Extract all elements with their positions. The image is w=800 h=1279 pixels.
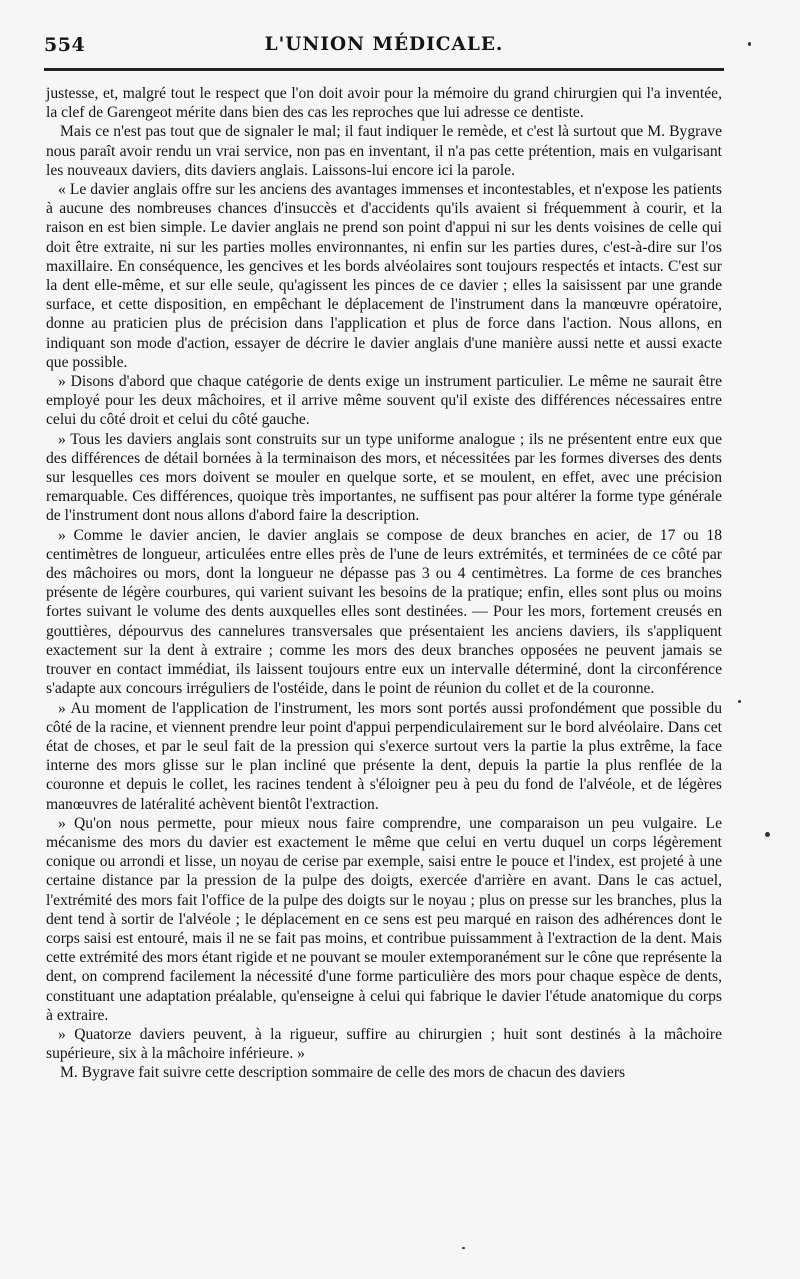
page-header <box>44 34 724 60</box>
paragraph: M. Bygrave fait suivre cette description sommaire de celle des mors de chacun des daviers <box>60 1064 626 1082</box>
quoted-paragraph: » Tous les daviers anglais sont construits sur un type uniforme analogue ; ils ne présentent entre eux que des différences de détail bornées à la terminaison des mors, et nécessitées par les formes diverses des dents sur lesquelles ces mors doivent se mouler en quelque sorte, et se moulent, en effet, avec une précision remarquable. Ces différences, quoique très importantes, ne suffisent pas pour altérer la forme type générale de l'instrument dont nous allons d'abord faire la description. <box>46 430 722 525</box>
print-speck <box>765 832 770 837</box>
header-rule <box>44 68 724 71</box>
quoted-paragraph: » Comme le davier ancien, le davier anglais se compose de deux branches en acier, de 17 ou 18 centimètres de longueur, articulées entre elles près de l'une de leurs extrémités, et terminées de ce côté par des mâchoires ou mors, dont la longueur ne dépasse pas 3 ou 4 centimètres. La forme de ces branches présente de légère courbures, qui varient suivant les besoins de la pratique; enfin, elles sont plus ou moins fortes suivant le volume des dents auxquelles elles sont destinées. — Pour les mors, fortement creusés en gouttières, dépourvus des cannelures transversales que présentaient les anciens daviers, ils s'appliquent exactement sur la dent à extraire ; comme les mors des deux branches opposées ne peuvent jamais se trouver en contact immédiat, ils laissent toujours entre eux un intervalle déterminé, dont la circonférence s'adapte aux concours irréguliers de l'ostéide, dans le point de réunion du collet et de la couronne. <box>46 526 722 698</box>
quoted-paragraph: » Quatorze daviers peuvent, à la rigueur, suffire au chirurgien ; huit sont destinés à la mâchoire supérieure, six à la mâchoire inférieure. » <box>46 1025 722 1063</box>
quoted-paragraph: « Le davier anglais offre sur les anciens des avantages immenses et incontestables, et n'expose les patients à aucune des nombreuses chances d'insuccès et d'accidents qu'ils avaient si fréquemment à courir, et la raison en est bien simple. Le davier anglais ne prend son point d'appui ni sur les dents voisines de celle qui doit être extraite, ni sur les parties molles environnantes, ni enfin sur les parties dures, c'est-à-dire sur l'os maxillaire. En conséquence, les gencives et les bords alvéolaires sont toujours respectés et intacts. C'est sur la dent elle-même, et sur elle seule, qu'agissent les pinces de ce davier ; elles la saisissent par une grande surface, et cette disposition, en empêchant le déplacement de l'instrument dans la manœuvre opératoire, donne au praticien plus de précision dans l'application et plus de force dans l'action. Nous allons, en indiquant son mode d'action, essayer de décrire le davier anglais d'une manière aussi nette et aussi exacte que possible. <box>46 181 722 371</box>
quoted-paragraph: » Disons d'abord que chaque catégorie de dents exige un instrument particulier. Le même ne saurait être employé pour les deux mâchoires, et il arrive même souvent qu'il existe des différences nécessaires entre celui du côté droit et celui du côté gauche. <box>46 373 722 429</box>
paragraph-continuation: justesse, et, malgré tout le respect que l'on doit avoir pour la mémoire du grand chirurgien qui l'a inventée, la clef de Garengeot mérite dans bien des cas les reproches que lui adresse ce dentiste. <box>46 85 722 122</box>
print-speck <box>462 1247 465 1249</box>
print-speck <box>738 700 741 703</box>
running-title: L'UNION MÉDICALE. <box>264 34 504 55</box>
quoted-paragraph: » Qu'on nous permette, pour mieux nous faire comprendre, une comparaison un peu vulgaire. Le mécanisme des mors du davier est exactement le même que celui en vertu duquel un corps légèrement conique ou arrondi et lisse, un noyau de cerise par exemple, saisi entre le pouce et l'index, est projeté à une certaine distance par la pression de la pulpe des doigts, exercée d'arrière en avant. Dans le cas actuel, l'extrémité des mors fait l'office de la pulpe des doigts sur le noyau ; plus on presse sur les branches, plus la dent tend à sortir de l'alvéole ; le déplacement en ce sens est peu marqué en raison des adhérences dont le corps saisi est entouré, mais il ne se fait pas moins, et contribue puissamment à l'extraction de la dent. Mais cette extrémité des mors étant rigide et ne pouvant se mouler extemporanément sur le cône que représente la dent, on comprend facilement la nécessité d'une forme particulière des mors pour chaque espèce de dents, constituant une adaptation préalable, qu'enseigne à celui qui fabrique le davier l'étude anatomique du corps à extraire. <box>46 814 722 1024</box>
paragraph: Mais ce n'est pas tout que de signaler le mal; il faut indiquer le remède, et c'est là surtout que M. Bygrave nous paraît avoir rendu un vrai service, non pas en inventant, il n'a pas cette prétention, mais en vulgarisant les nouveaux daviers, dits daviers anglais. Laissons-lui encore ici la parole. <box>46 123 722 179</box>
page-number: 554 <box>44 34 86 56</box>
print-speck <box>748 42 751 46</box>
quoted-paragraph: » Au moment de l'application de l'instrument, les mors sont portés aussi profondément que possible du côté de la racine, et viennent prendre leur point d'appui perpendiculairement sur le bord alvéolaire. Dans cet état de choses, et par le seul fait de la pression qui s'exerce surtout vers la partie la plus extrême, la face interne des mors glisse sur le plan incliné que présente la dent, depuis la partie la plus renflée de la couronne et depuis le collet, les racines tendent à s'éloigner peu à peu du fond de l'alvéole, et de légères manœuvres de latéralité achèvent bientôt l'extraction. <box>46 699 722 813</box>
body-text <box>46 84 722 1083</box>
